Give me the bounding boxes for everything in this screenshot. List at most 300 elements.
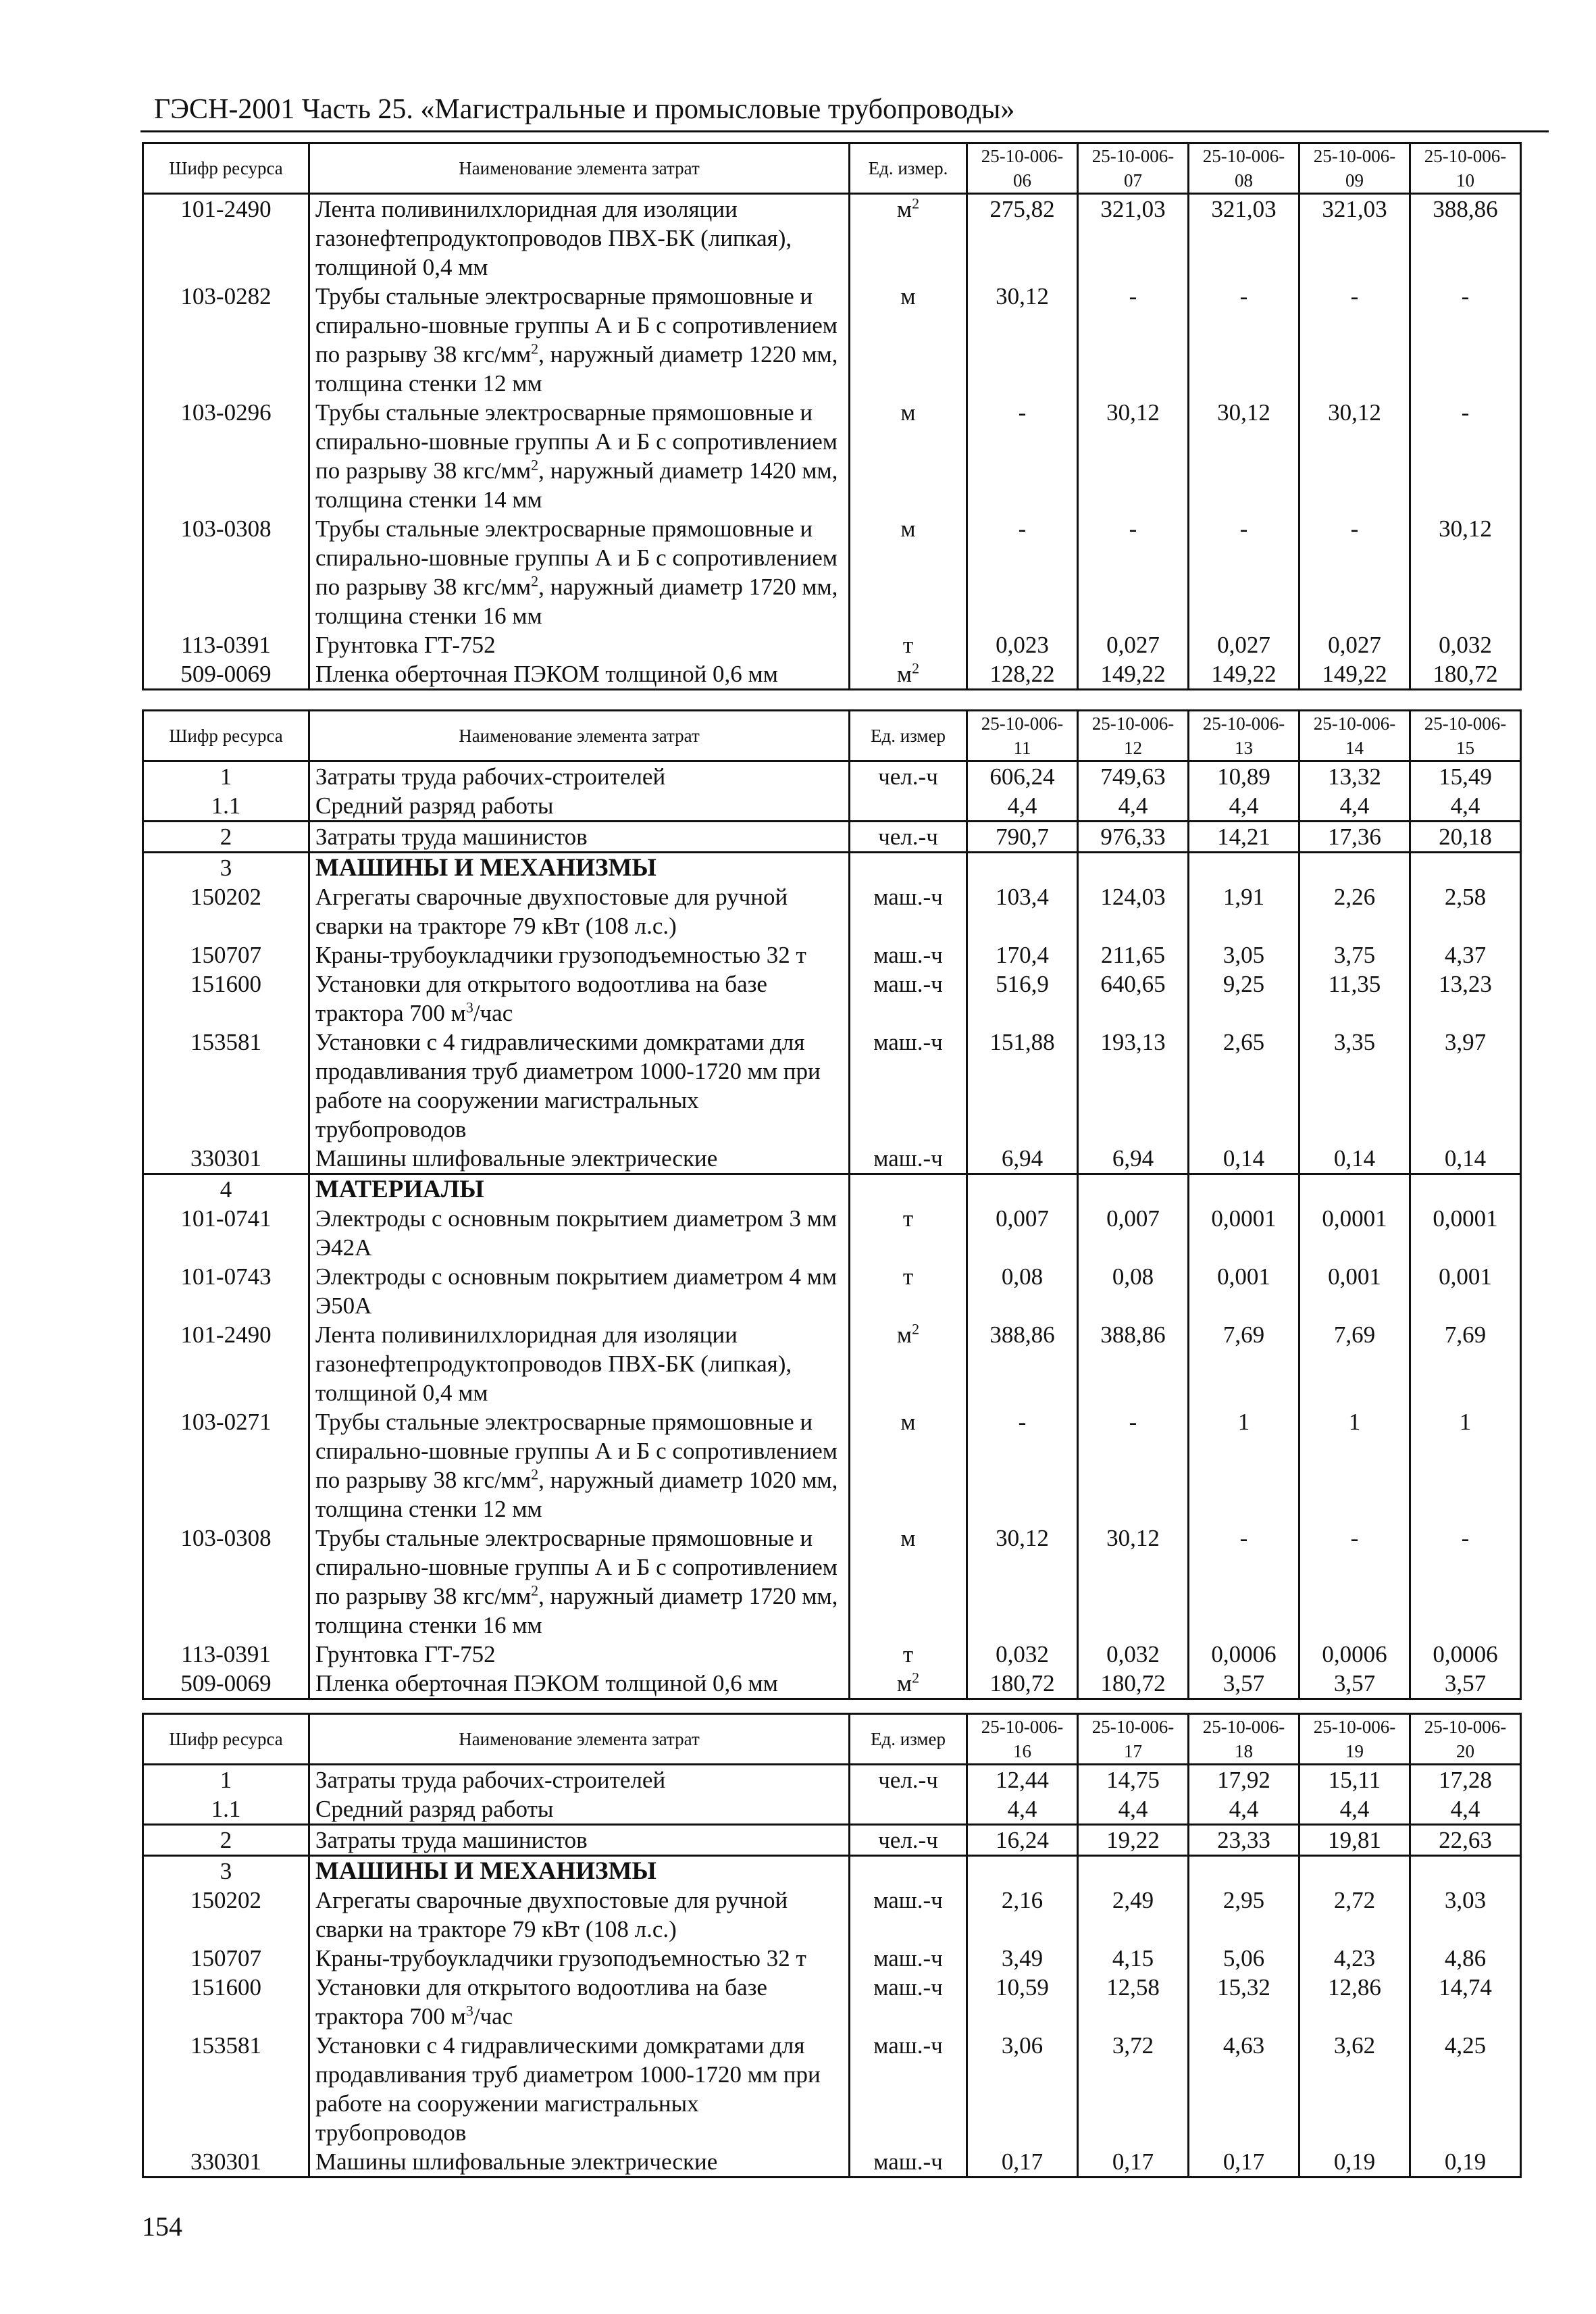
value-cell: 976,33	[1078, 822, 1189, 853]
value-cell: -	[1299, 1524, 1410, 1640]
table-header-row	[143, 711, 1521, 761]
unit-cell: маш.-ч	[850, 1973, 967, 2031]
value-cell	[1189, 853, 1299, 883]
resource-code-cell: 3	[143, 853, 309, 883]
table-row	[143, 1825, 1521, 1856]
value-cell: 3,03	[1410, 1886, 1521, 1944]
value-cell: 12,58	[1078, 1973, 1189, 2031]
value-cell: 10,59	[967, 1973, 1078, 2031]
value-cell: -	[967, 514, 1078, 630]
value-cell: 1	[1189, 1407, 1299, 1524]
value-cell: 0,0001	[1299, 1204, 1410, 1262]
unit-cell: м	[850, 1407, 967, 1524]
value-cell: 0,19	[1410, 2147, 1521, 2178]
table-row	[143, 1204, 1521, 1262]
value-cell: -	[967, 398, 1078, 514]
resource-code-cell: 330301	[143, 1144, 309, 1174]
value-cell: 3,75	[1299, 940, 1410, 970]
resource-code-cell: 1.1	[143, 791, 309, 822]
resource-code-cell: 103-0282	[143, 282, 309, 398]
value-cell	[1410, 853, 1521, 883]
resource-code-cell: 113-0391	[143, 630, 309, 659]
value-cell	[967, 853, 1078, 883]
resource-name-cell: Трубы стальные электросварные прямошовные и спирально-шовные группы А и Б с сопротивлением по разрыву 38 кгс/$мм^2$, наружный диаметр 1720 мм, толщина стенки 16 мм	[309, 514, 850, 630]
unit-cell: $м^2$	[850, 1320, 967, 1407]
value-cell: 321,03	[1078, 194, 1189, 282]
column-header-name: Наименование элемента затрат	[309, 711, 850, 761]
resource-code-cell: 101-0743	[143, 1262, 309, 1320]
value-cell: 321,03	[1299, 194, 1410, 282]
value-cell: 4,23	[1299, 1944, 1410, 1973]
table-row	[143, 1794, 1521, 1825]
unit-cell	[850, 791, 967, 822]
value-cell: 30,12	[967, 282, 1078, 398]
value-cell: 3,57	[1189, 1669, 1299, 1699]
value-cell: 30,12	[1410, 514, 1521, 630]
resource-name-cell: Агрегаты сварочные двухпостовые для ручной сварки на тракторе 79 кВт (108 л.с.)	[309, 1886, 850, 1944]
column-header-val0: 25-10-006-16	[967, 1714, 1078, 1765]
value-cell: 180,72	[967, 1669, 1078, 1699]
table-row	[143, 630, 1521, 659]
resource-name-cell: Затраты труда машинистов	[309, 1825, 850, 1856]
resource-code-cell: 113-0391	[143, 1640, 309, 1669]
value-cell: 0,14	[1189, 1144, 1299, 1174]
page-header-title: ГЭСН-2001 Часть 25. «Магистральные и промысловые трубопроводы»	[154, 94, 1015, 125]
resource-code-cell: 330301	[143, 2147, 309, 2178]
resource-name-cell: Машины шлифовальные электрические	[309, 2147, 850, 2178]
resource-name-cell: Пленка оберточная ПЭКОМ толщиной 0,6 мм	[309, 659, 850, 690]
value-cell: 790,7	[967, 822, 1078, 853]
value-cell: 0,17	[1078, 2147, 1189, 2178]
resource-code-cell: 1.1	[143, 1794, 309, 1825]
value-cell: 151,88	[967, 1028, 1078, 1144]
table-row	[143, 1028, 1521, 1144]
value-cell: 1	[1410, 1407, 1521, 1524]
value-cell: 3,05	[1189, 940, 1299, 970]
value-cell: 0,0006	[1410, 1640, 1521, 1669]
unit-cell: м	[850, 514, 967, 630]
value-cell	[967, 1174, 1078, 1205]
column-header-code: Шифр ресурса	[143, 1714, 309, 1765]
section-row	[143, 853, 1521, 883]
value-cell: 4,4	[1299, 1794, 1410, 1825]
value-cell: 0,17	[967, 2147, 1078, 2178]
value-cell: 7,69	[1410, 1320, 1521, 1407]
table-row	[143, 2031, 1521, 2147]
value-cell: 103,4	[967, 882, 1078, 940]
value-cell: -	[1078, 514, 1189, 630]
value-cell: 0,14	[1410, 1144, 1521, 1174]
value-cell: 13,32	[1299, 761, 1410, 792]
value-cell: 0,023	[967, 630, 1078, 659]
resource-name-cell: Лента поливинилхлоридная для изоляции газонефтепродуктопроводов ПВХ-БК (липкая), толщиной 0,4 мм	[309, 194, 850, 282]
value-cell: 3,57	[1410, 1669, 1521, 1699]
table-row	[143, 822, 1521, 853]
value-cell: 4,63	[1189, 2031, 1299, 2147]
unit-cell: маш.-ч	[850, 1144, 967, 1174]
resource-name-cell: Установки с 4 гидравлическими домкратами для продавливания труб диаметром 1000-1720 мм при работе на сооружении магистральных трубопроводов	[309, 1028, 850, 1144]
table-row	[143, 1944, 1521, 1973]
value-cell: 2,95	[1189, 1886, 1299, 1944]
table-header-row	[143, 1714, 1521, 1765]
resource-name-cell: Грунтовка ГТ-752	[309, 1640, 850, 1669]
unit-cell: $м^2$	[850, 194, 967, 282]
value-cell: 388,86	[967, 1320, 1078, 1407]
table-row	[143, 514, 1521, 630]
value-cell: 0,0001	[1189, 1204, 1299, 1262]
value-cell: 17,36	[1299, 822, 1410, 853]
resource-table-3	[142, 1713, 1522, 2178]
value-cell: 321,03	[1189, 194, 1299, 282]
page-number: 154	[142, 2211, 182, 2242]
value-cell: 4,4	[1189, 791, 1299, 822]
value-cell: 149,22	[1189, 659, 1299, 690]
unit-cell: маш.-ч	[850, 2147, 967, 2178]
resource-name-cell: Лента поливинилхлоридная для изоляции газонефтепродуктопроводов ПВХ-БК (липкая), толщиной 0,4 мм	[309, 1320, 850, 1407]
resource-code-cell: 153581	[143, 1028, 309, 1144]
unit-cell: т	[850, 1204, 967, 1262]
value-cell: 6,94	[1078, 1144, 1189, 1174]
table-row	[143, 1765, 1521, 1795]
column-header-val3: 25-10-006-19	[1299, 1714, 1410, 1765]
column-header-val2: 25-10-006-18	[1189, 1714, 1299, 1765]
resource-code-cell: 153581	[143, 2031, 309, 2147]
value-cell: 2,58	[1410, 882, 1521, 940]
value-cell: 1	[1299, 1407, 1410, 1524]
value-cell: 2,16	[967, 1886, 1078, 1944]
table-row	[143, 194, 1521, 282]
value-cell: 0,027	[1189, 630, 1299, 659]
unit-cell	[850, 1856, 967, 1886]
table-row	[143, 1886, 1521, 1944]
column-header-name: Наименование элемента затрат	[309, 143, 850, 194]
value-cell: 4,25	[1410, 2031, 1521, 2147]
resource-code-cell: 1	[143, 1765, 309, 1795]
value-cell: 0,001	[1189, 1262, 1299, 1320]
value-cell: 124,03	[1078, 882, 1189, 940]
value-cell: 12,44	[967, 1765, 1078, 1795]
value-cell: -	[967, 1407, 1078, 1524]
value-cell: 3,72	[1078, 2031, 1189, 2147]
value-cell: 0,14	[1299, 1144, 1410, 1174]
value-cell: 10,89	[1189, 761, 1299, 792]
resource-code-cell: 150202	[143, 882, 309, 940]
resource-name-cell: Затраты труда рабочих-строителей	[309, 1765, 850, 1795]
value-cell: 19,22	[1078, 1825, 1189, 1856]
value-cell: 0,027	[1078, 630, 1189, 659]
resource-code-cell: 151600	[143, 1973, 309, 2031]
value-cell: 170,4	[967, 940, 1078, 970]
value-cell: 4,4	[1078, 1794, 1189, 1825]
value-cell: 16,24	[967, 1825, 1078, 1856]
resource-code-cell: 101-2490	[143, 194, 309, 282]
unit-cell: м	[850, 1524, 967, 1640]
value-cell: 2,49	[1078, 1886, 1189, 1944]
section-row	[143, 1174, 1521, 1205]
value-cell	[1410, 1856, 1521, 1886]
value-cell: 7,69	[1189, 1320, 1299, 1407]
value-cell: -	[1410, 282, 1521, 398]
table-row	[143, 791, 1521, 822]
unit-cell: маш.-ч	[850, 970, 967, 1028]
table-header-row	[143, 143, 1521, 194]
column-header-val3: 25-10-006-09	[1299, 143, 1410, 194]
column-header-val0: 25-10-006-11	[967, 711, 1078, 761]
resource-name-cell: Средний разряд работы	[309, 1794, 850, 1825]
table-row	[143, 398, 1521, 514]
column-header-val1: 25-10-006-12	[1078, 711, 1189, 761]
value-cell: 0,17	[1189, 2147, 1299, 2178]
column-header-val4: 25-10-006-10	[1410, 143, 1521, 194]
column-header-code: Шифр ресурса	[143, 143, 309, 194]
value-cell: 2,65	[1189, 1028, 1299, 1144]
column-header-val1: 25-10-006-07	[1078, 143, 1189, 194]
resource-table-2	[142, 709, 1522, 1700]
resource-code-cell: 150707	[143, 940, 309, 970]
column-header-unit: Ед. измер.	[850, 143, 967, 194]
resource-code-cell: 2	[143, 822, 309, 853]
value-cell: 516,9	[967, 970, 1078, 1028]
resource-name-cell: Затраты труда рабочих-строителей	[309, 761, 850, 792]
resource-name-cell: Трубы стальные электросварные прямошовные и спирально-шовные группы А и Б с сопротивлением по разрыву 38 кгс/$мм^2$, наружный диаметр 1020 мм, толщина стенки 12 мм	[309, 1407, 850, 1524]
value-cell: -	[1410, 398, 1521, 514]
resource-name-cell: Установки для открытого водоотлива на базе трактора 700 $м^3$/час	[309, 970, 850, 1028]
unit-cell: чел.-ч	[850, 822, 967, 853]
value-cell: -	[1189, 1524, 1299, 1640]
resource-code-cell: 103-0308	[143, 514, 309, 630]
column-header-val1: 25-10-006-17	[1078, 1714, 1189, 1765]
value-cell: 180,72	[1078, 1669, 1189, 1699]
resource-name-cell: МАТЕРИАЛЫ	[309, 1174, 850, 1205]
value-cell: 4,4	[967, 1794, 1078, 1825]
column-header-unit: Ед. измер	[850, 711, 967, 761]
resource-code-cell: 150707	[143, 1944, 309, 1973]
value-cell: 30,12	[1078, 1524, 1189, 1640]
value-cell: 0,032	[1410, 630, 1521, 659]
value-cell: 4,37	[1410, 940, 1521, 970]
value-cell: 30,12	[1078, 398, 1189, 514]
value-cell: 15,49	[1410, 761, 1521, 792]
column-header-val2: 25-10-006-08	[1189, 143, 1299, 194]
resource-name-cell: Краны-трубоукладчики грузоподъемностью 32 т	[309, 940, 850, 970]
value-cell: 0,001	[1299, 1262, 1410, 1320]
resource-name-cell: Средний разряд работы	[309, 791, 850, 822]
unit-cell: маш.-ч	[850, 1028, 967, 1144]
value-cell: 606,24	[967, 761, 1078, 792]
value-cell: 30,12	[967, 1524, 1078, 1640]
value-cell: 0,032	[967, 1640, 1078, 1669]
unit-cell: маш.-ч	[850, 2031, 967, 2147]
unit-cell	[850, 1174, 967, 1205]
value-cell: 0,032	[1078, 1640, 1189, 1669]
value-cell: 0,19	[1299, 2147, 1410, 2178]
resource-name-cell: Пленка оберточная ПЭКОМ толщиной 0,6 мм	[309, 1669, 850, 1699]
resource-code-cell: 101-0741	[143, 1204, 309, 1262]
value-cell: 3,35	[1299, 1028, 1410, 1144]
table-row	[143, 1640, 1521, 1669]
value-cell: -	[1299, 282, 1410, 398]
value-cell	[1189, 1174, 1299, 1205]
value-cell: 19,81	[1299, 1825, 1410, 1856]
value-cell	[1078, 1856, 1189, 1886]
resource-name-cell: Машины шлифовальные электрические	[309, 1144, 850, 1174]
unit-cell: чел.-ч	[850, 1825, 967, 1856]
unit-cell: чел.-ч	[850, 1765, 967, 1795]
value-cell: 5,06	[1189, 1944, 1299, 1973]
value-cell: 149,22	[1078, 659, 1189, 690]
resource-name-cell: Трубы стальные электросварные прямошовные и спирально-шовные группы А и Б с сопротивлением по разрыву 38 кгс/$мм^2$, наружный диаметр 1220 мм, толщина стенки 12 мм	[309, 282, 850, 398]
value-cell: 0,0001	[1410, 1204, 1521, 1262]
column-header-unit: Ед. измер	[850, 1714, 967, 1765]
resource-code-cell: 150202	[143, 1886, 309, 1944]
table-row	[143, 761, 1521, 792]
value-cell: 13,23	[1410, 970, 1521, 1028]
value-cell: 3,57	[1299, 1669, 1410, 1699]
table-row	[143, 1669, 1521, 1699]
resource-code-cell: 509-0069	[143, 1669, 309, 1699]
value-cell: 30,12	[1189, 398, 1299, 514]
value-cell: 4,86	[1410, 1944, 1521, 1973]
table-row	[143, 940, 1521, 970]
value-cell	[1299, 1174, 1410, 1205]
resource-name-cell: Грунтовка ГТ-752	[309, 630, 850, 659]
value-cell: -	[1410, 1524, 1521, 1640]
value-cell: 14,74	[1410, 1973, 1521, 2031]
value-cell: 4,4	[967, 791, 1078, 822]
unit-cell: чел.-ч	[850, 761, 967, 792]
value-cell: 180,72	[1410, 659, 1521, 690]
table-row	[143, 1973, 1521, 2031]
value-cell: 12,86	[1299, 1973, 1410, 2031]
unit-cell: м	[850, 282, 967, 398]
resource-name-cell: Краны-трубоукладчики грузоподъемностью 32 т	[309, 1944, 850, 1973]
table-row	[143, 1320, 1521, 1407]
resource-code-cell: 509-0069	[143, 659, 309, 690]
value-cell: 0,027	[1299, 630, 1410, 659]
value-cell: 17,28	[1410, 1765, 1521, 1795]
value-cell: 0,001	[1410, 1262, 1521, 1320]
unit-cell: т	[850, 630, 967, 659]
value-cell: -	[1189, 514, 1299, 630]
column-header-val4: 25-10-006-20	[1410, 1714, 1521, 1765]
value-cell: 4,4	[1189, 1794, 1299, 1825]
resource-code-cell: 2	[143, 1825, 309, 1856]
value-cell: 3,49	[967, 1944, 1078, 1973]
unit-cell: маш.-ч	[850, 940, 967, 970]
value-cell: 7,69	[1299, 1320, 1410, 1407]
resource-name-cell: Установки с 4 гидравлическими домкратами для продавливания труб диаметром 1000-1720 мм при работе на сооружении магистральных трубопроводов	[309, 2031, 850, 2147]
unit-cell: $м^2$	[850, 659, 967, 690]
column-header-name: Наименование элемента затрат	[309, 1714, 850, 1765]
value-cell: 0,0006	[1299, 1640, 1410, 1669]
resource-name-cell: Установки для открытого водоотлива на базе трактора 700 $м^3$/час	[309, 1973, 850, 2031]
value-cell: 0,007	[967, 1204, 1078, 1262]
value-cell: 15,11	[1299, 1765, 1410, 1795]
value-cell: 193,13	[1078, 1028, 1189, 1144]
value-cell: 4,4	[1410, 791, 1521, 822]
table-row	[143, 1262, 1521, 1320]
value-cell: 3,06	[967, 2031, 1078, 2147]
value-cell: 14,75	[1078, 1765, 1189, 1795]
column-header-code: Шифр ресурса	[143, 711, 309, 761]
value-cell: -	[1189, 282, 1299, 398]
value-cell: 4,4	[1078, 791, 1189, 822]
value-cell: 4,4	[1299, 791, 1410, 822]
value-cell	[1078, 1174, 1189, 1205]
resource-code-cell: 4	[143, 1174, 309, 1205]
resource-name-cell: Затраты труда машинистов	[309, 822, 850, 853]
unit-cell: маш.-ч	[850, 882, 967, 940]
value-cell: 17,92	[1189, 1765, 1299, 1795]
table-row	[143, 1144, 1521, 1174]
value-cell: -	[1299, 514, 1410, 630]
value-cell: 4,15	[1078, 1944, 1189, 1973]
value-cell: 0,08	[967, 1262, 1078, 1320]
value-cell: 2,72	[1299, 1886, 1410, 1944]
value-cell	[1299, 1856, 1410, 1886]
value-cell: 128,22	[967, 659, 1078, 690]
value-cell	[1299, 853, 1410, 883]
section-row	[143, 1856, 1521, 1886]
resource-code-cell: 103-0271	[143, 1407, 309, 1524]
unit-cell	[850, 1794, 967, 1825]
resource-code-cell: 151600	[143, 970, 309, 1028]
resource-name-cell: Электроды с основным покрытием диаметром 4 мм Э50А	[309, 1262, 850, 1320]
table-row	[143, 2147, 1521, 2178]
resource-code-cell: 3	[143, 1856, 309, 1886]
value-cell: 23,33	[1189, 1825, 1299, 1856]
resource-code-cell: 103-0308	[143, 1524, 309, 1640]
column-header-val2: 25-10-006-13	[1189, 711, 1299, 761]
value-cell	[967, 1856, 1078, 1886]
value-cell: 0,08	[1078, 1262, 1189, 1320]
unit-cell: т	[850, 1640, 967, 1669]
resource-code-cell: 1	[143, 761, 309, 792]
value-cell: 2,26	[1299, 882, 1410, 940]
value-cell	[1189, 1856, 1299, 1886]
resource-name-cell: Трубы стальные электросварные прямошовные и спирально-шовные группы А и Б с сопротивлением по разрыву 38 кгс/$мм^2$, наружный диаметр 1720 мм, толщина стенки 16 мм	[309, 1524, 850, 1640]
resource-code-cell: 103-0296	[143, 398, 309, 514]
value-cell: 11,35	[1299, 970, 1410, 1028]
table-row	[143, 282, 1521, 398]
value-cell: 149,22	[1299, 659, 1410, 690]
column-header-val3: 25-10-006-14	[1299, 711, 1410, 761]
value-cell: 3,97	[1410, 1028, 1521, 1144]
resource-name-cell: Электроды с основным покрытием диаметром 3 мм Э42А	[309, 1204, 850, 1262]
value-cell	[1410, 1174, 1521, 1205]
value-cell: 4,4	[1410, 1794, 1521, 1825]
value-cell: 20,18	[1410, 822, 1521, 853]
value-cell: 275,82	[967, 194, 1078, 282]
value-cell: 0,007	[1078, 1204, 1189, 1262]
table-row	[143, 1524, 1521, 1640]
value-cell: 211,65	[1078, 940, 1189, 970]
unit-cell: $м^2$	[850, 1669, 967, 1699]
value-cell: 22,63	[1410, 1825, 1521, 1856]
unit-cell: м	[850, 398, 967, 514]
column-header-val4: 25-10-006-15	[1410, 711, 1521, 761]
value-cell: 1,91	[1189, 882, 1299, 940]
table-row	[143, 970, 1521, 1028]
value-cell: 15,32	[1189, 1973, 1299, 2031]
table-row	[143, 1407, 1521, 1524]
resource-name-cell: МАШИНЫ И МЕХАНИЗМЫ	[309, 1856, 850, 1886]
table-row	[143, 882, 1521, 940]
resource-code-cell: 101-2490	[143, 1320, 309, 1407]
resource-name-cell: Трубы стальные электросварные прямошовные и спирально-шовные группы А и Б с сопротивлением по разрыву 38 кгс/$мм^2$, наружный диаметр 1420 мм, толщина стенки 14 мм	[309, 398, 850, 514]
value-cell: 749,63	[1078, 761, 1189, 792]
value-cell: 640,65	[1078, 970, 1189, 1028]
